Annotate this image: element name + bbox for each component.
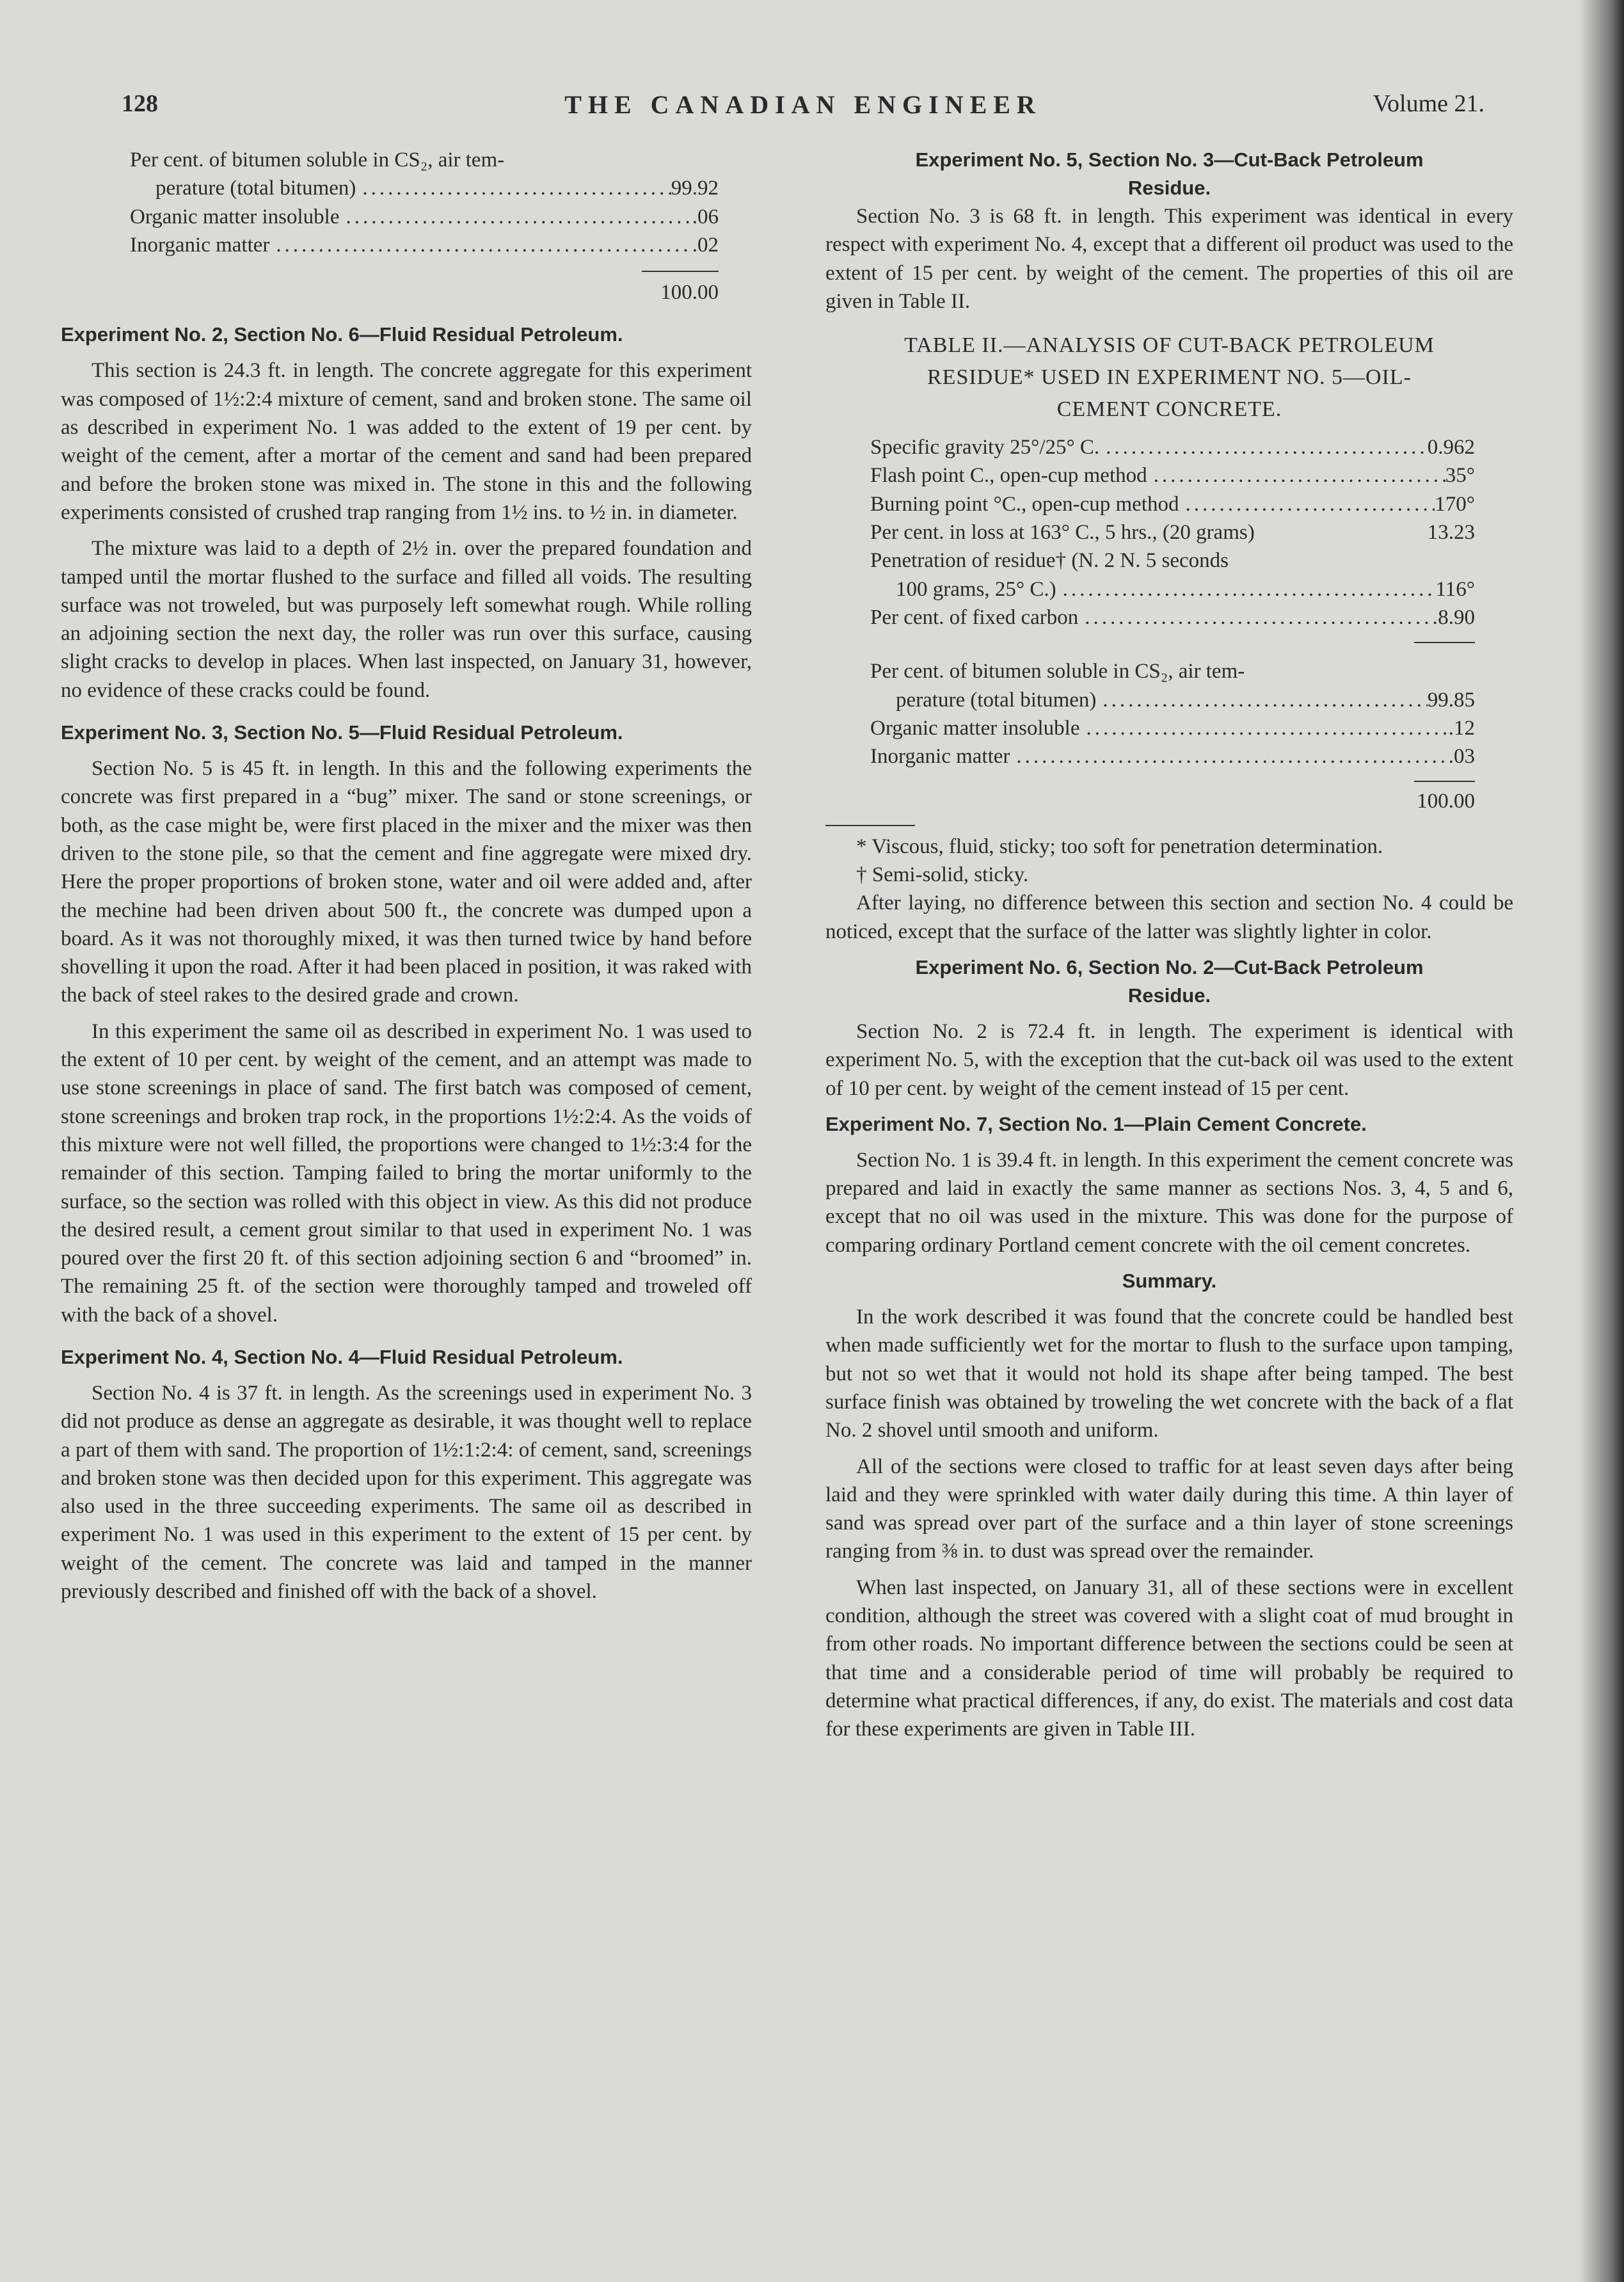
table-row bbox=[870, 433, 1475, 461]
row-value: 99.92 bbox=[671, 177, 719, 200]
row-value: .03 bbox=[1448, 745, 1475, 769]
page-edge-shadow bbox=[1579, 0, 1624, 2282]
table-row bbox=[130, 203, 719, 231]
heading-line: Residue. bbox=[1127, 984, 1211, 1007]
experiment-3-paragraph: In this experiment the same oil as described in experiment No. 1 was used to the extent of 10 per cent. by weight of the cement, and an attempt was made to use stone screenings in place of sand. The first batch was composed of cement, stone screenings and broken trap rock, in the proportions 1½:2:4. As the voids of this mixture were not well filled, the proportions were changed to 1½:3:4 for the remainder of this section. Tamping failed to bring the mortar uniformly to the surface, so the section was rolled with this object in view. As this did not produce the desired result, a cement grout similar to that used in experiment No. 1 was poured over the first 20 ft. of this section adjoining section 6 and “broomed” in. The remaining 25 ft. of the section were thoroughly tamped and troweled off with the back of a shovel. bbox=[61, 1019, 752, 1327]
row-value: 170° bbox=[1435, 492, 1475, 516]
row-label: Organic matter insoluble bbox=[130, 205, 340, 228]
experiment-3-heading: Experiment No. 3, Section No. 5—Fluid Residual Petroleum. bbox=[61, 721, 623, 744]
experiment-7-heading: Experiment No. 7, Section No. 1—Plain Cement Concrete. bbox=[825, 1112, 1367, 1135]
row-label: Flash point C., open-cup method bbox=[870, 464, 1147, 488]
heading-line: Residue. bbox=[1127, 177, 1211, 199]
experiment-4-paragraph: Section No. 4 is 37 ft. in length. As the screenings used in experiment No. 3 did not produce as dense an aggregate as desirable, it was thought well to replace a part of them with sand. The proportion of 1½:1:2:4: of cement, sand, screenings and broken stone was then decided upon for this experiment. This aggregate was also used in the three succeeding experiments. The same oil as described in experiment No. 1 was used in this experiment to the extent of 15 per cent. by weight of the cement. The concrete was laid and tamped in the manner previously described and finished off with the back of a shovel. bbox=[61, 1381, 752, 1604]
experiment-2-heading: Experiment No. 2, Section No. 6—Fluid Residual Petroleum. bbox=[61, 323, 623, 346]
footnote: * Viscous, fluid, sticky; too soft for penetration determination. bbox=[856, 834, 1383, 858]
total-rule bbox=[642, 271, 719, 272]
table-row bbox=[870, 686, 1475, 714]
journal-title: THE CANADIAN ENGINEER bbox=[564, 90, 1042, 119]
row-label: perature (total bitumen) bbox=[896, 688, 1097, 712]
row-value: 8.90 bbox=[1438, 605, 1475, 629]
row-label: Per cent. of fixed carbon bbox=[870, 605, 1079, 629]
table-total: 100.00 bbox=[660, 281, 719, 305]
footnote: † Semi-solid, sticky. bbox=[856, 863, 1029, 887]
summary-heading: Summary. bbox=[1122, 1270, 1217, 1293]
table-row bbox=[870, 714, 1475, 742]
table-row bbox=[130, 146, 719, 174]
summary-paragraph: All of the sections were closed to traffic for at least seven days after being laid and they were sprinkled with water daily during this time. A thin layer of sand was spread over part of the surface and a thin layer of stone screenings ranging from ⅜ in. to dust was spread over the remainder. bbox=[825, 1455, 1513, 1563]
table-row bbox=[130, 174, 719, 202]
row-value: 35° bbox=[1445, 464, 1475, 488]
row-value: .02 bbox=[692, 233, 719, 257]
table-2-caption bbox=[825, 330, 1513, 426]
table-row bbox=[870, 518, 1475, 547]
row-label: Inorganic matter bbox=[870, 745, 1010, 769]
table-row bbox=[870, 490, 1475, 518]
table-row bbox=[870, 742, 1475, 770]
experiment-5-heading bbox=[825, 146, 1513, 202]
table-row bbox=[870, 547, 1475, 575]
table-row bbox=[870, 603, 1475, 632]
table-2 bbox=[825, 433, 1475, 816]
row-label: Per cent. of bitumen soluble in CS₂, air tem- bbox=[130, 148, 505, 172]
row-value: .06 bbox=[692, 205, 719, 228]
experiment-7-paragraph: Section No. 1 is 39.4 ft. in length. In this experiment the cement concrete was prepared and laid in exactly the same manner as sections Nos. 3, 4, 5 and 6, except that no oil was used in the mixture. This was done for the purpose of comparing ordinary Portland cement concrete with the oil cement concretes. bbox=[825, 1148, 1513, 1257]
page-header bbox=[122, 90, 1485, 128]
caption-line: RESIDUE* USED IN EXPERIMENT NO. 5—OIL- bbox=[927, 365, 1412, 390]
heading-line: Experiment No. 5, Section No. 3—Cut-Back Petroleum bbox=[915, 148, 1424, 171]
row-value: 13.23 bbox=[1427, 521, 1475, 545]
row-label: Inorganic matter bbox=[130, 233, 270, 257]
page-number: 128 bbox=[122, 90, 158, 117]
heading-line: Experiment No. 6, Section No. 2—Cut-Back Petroleum bbox=[915, 955, 1424, 978]
bitumen-table-continued bbox=[61, 146, 719, 307]
table-row bbox=[870, 657, 1475, 685]
table-row bbox=[870, 461, 1475, 490]
total-rule bbox=[1414, 781, 1475, 782]
caption-line: TABLE II.—ANALYSIS OF CUT-BACK PETROLEUM bbox=[904, 333, 1435, 358]
row-label: Burning point °C., open-cup method bbox=[870, 492, 1179, 516]
row-value: 99.85 bbox=[1427, 688, 1475, 712]
caption-line: CEMENT CONCRETE. bbox=[1056, 397, 1282, 422]
experiment-2-paragraph: This section is 24.3 ft. in length. The concrete aggregate for this experiment was composed of 1½:2:4 mixture of cement, sand and broken stone. The same oil as described in experiment No. 1 was added to the extent of 19 per cent. by weight of the cement, after a mortar of the cement and sand had been prepared and before the broken stone was mixed in. The stone in this and the following experiments consisted of crushed trap ranging from 1½ ins. to ½ in. in diameter. bbox=[61, 359, 752, 524]
row-value: .12 bbox=[1448, 716, 1475, 740]
row-label: 100 grams, 25° C.) bbox=[896, 577, 1056, 601]
table-total: 100.00 bbox=[1417, 790, 1475, 813]
summary-paragraph: When last inspected, on January 31, all of these sections were in excellent condition, although the street was covered with a slight coat of mud brought in from other roads. No important difference between the sections could be seen at that time and a considerable period of time will probably be required to determine what practical differences, if any, do exist. The materials and cost data for these experiments are given in Table III. bbox=[825, 1576, 1513, 1741]
left-column bbox=[61, 146, 752, 1606]
experiment-5-paragraph: Section No. 3 is 68 ft. in length. This experiment was identical in every respect with experiment No. 4, except that a different oil product was used to the extent of 15 per cent. by weight of the cement. The properties of this oil are given in Table II. bbox=[825, 205, 1513, 313]
after-laying-paragraph: After laying, no difference between this section and section No. 4 could be noticed, except that the surface of the latter was slightly lighter in color. bbox=[825, 891, 1513, 943]
right-column bbox=[825, 146, 1513, 1743]
row-label: Per cent. of bitumen soluble in CS₂, air tem- bbox=[870, 660, 1245, 683]
row-label: Penetration of residue† (N. 2 N. 5 seconds bbox=[870, 549, 1229, 573]
experiment-3-paragraph: Section No. 5 is 45 ft. in length. In this and the following experiments the concrete was first prepared in a “bug” mixer. The sand or stone screenings, or both, as the case might be, were first placed in the mixer and the mixer was then driven to the stone pile, so that the cement and fine aggregate were mixed dry. Here the proper proportions of broken stone, water and oil were added and, after the mechine had been driven about 500 ft., the concrete was dumped upon a board. As it was not thoroughly mixed, it was then turned twice by hand before shovelling it upon the road. After it had been placed in position, it was raked with the back of steel rakes to the desired grade and crown. bbox=[61, 757, 752, 1007]
table-row bbox=[870, 575, 1475, 603]
volume-label: Volume 21. bbox=[1373, 90, 1485, 117]
experiment-6-paragraph: Section No. 2 is 72.4 ft. in length. The experiment is identical with experiment No. 5, with the exception that the cut-back oil was used to the extent of 10 per cent. by weight of the cement instead of 15 per cent. bbox=[825, 1019, 1513, 1100]
row-label: Organic matter insoluble bbox=[870, 716, 1080, 740]
experiment-2-paragraph: The mixture was laid to a depth of 2½ in. over the prepared foundation and tamped until the mortar flushed to the surface and filled all voids. The resulting surface was not troweled, but was purposely left somewhat rough. While rolling an adjoining section the next day, the roller was run over this surface, causing slight cracks to develop in places. When last inspected, on January 31, however, no evidence of these cracks could be found. bbox=[61, 537, 752, 702]
row-value: 0.962 bbox=[1427, 436, 1475, 459]
footnote-rule bbox=[825, 825, 915, 826]
summary-paragraph: In the work described it was found that the concrete could be handled best when made sufficiently wet for the mortar to flush to the surface upon tamping, but not so wet that it would not hold its shape after being tamped. The best surface finish was obtained by troweling the wet concrete with the back of a flat No. 2 shovel until smooth and uniform. bbox=[825, 1305, 1513, 1442]
row-label: Per cent. in loss at 163° C., 5 hrs., (20 grams) bbox=[870, 521, 1255, 545]
table-row bbox=[130, 231, 719, 259]
row-value: 116° bbox=[1435, 577, 1475, 601]
row-label: perature (total bitumen) bbox=[155, 177, 356, 200]
experiment-4-heading: Experiment No. 4, Section No. 4—Fluid Residual Petroleum. bbox=[61, 1345, 623, 1368]
section-rule bbox=[1414, 642, 1475, 643]
row-label: Specific gravity 25°/25° C. bbox=[870, 436, 1100, 459]
experiment-6-heading bbox=[825, 953, 1513, 1010]
